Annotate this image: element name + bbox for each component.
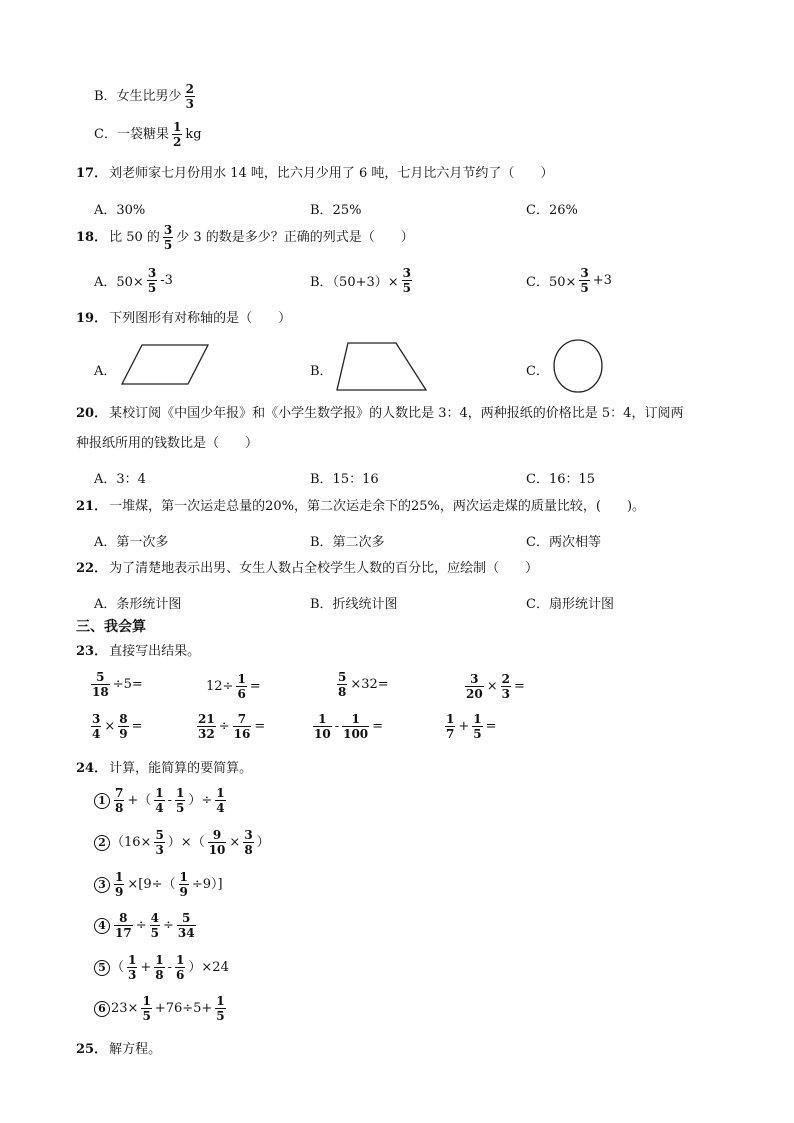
fraction: $\frac{3}{5}$ <box>147 266 157 295</box>
expr-23-3: $\frac{5}{8}$ ×32= <box>338 670 389 699</box>
fraction: $\frac{1}{2}$ <box>172 120 182 149</box>
circled-number: 4 <box>94 918 110 934</box>
expr-24-3: 3 $\frac{1}{9}$ ×[9÷（ $\frac{1}{9}$ ÷9）] <box>94 871 223 898</box>
option-b-q20[interactable]: B．15：16 <box>310 472 379 487</box>
fraction: $\frac{3}{5}$ <box>163 223 173 252</box>
option-b-q21[interactable]: B．第二次多 <box>310 535 385 550</box>
question-17: 17． 刘老师家七月份用水 14 吨，比六月少用了 6 吨，七月比六月节约了（ ） <box>76 166 554 181</box>
option-a-q19[interactable]: A． <box>94 364 117 379</box>
circled-number: 1 <box>94 793 110 809</box>
circled-number: 6 <box>94 1001 110 1017</box>
expr-24-5: 5 （ $\frac{1}{3}$ + $\frac{1}{8}$ - $\frac{1}{6}$ ）×24 <box>94 954 229 981</box>
option-a-q20[interactable]: A．3：4 <box>94 472 146 487</box>
option-a-q21[interactable]: A．第一次多 <box>94 535 169 550</box>
question-23: 23． 直接写出结果。 <box>76 644 201 659</box>
question-18: 18． 比 50 的 $\frac{3}{5}$ 少 3 的数是多少？正确的列式是（ ） <box>76 223 414 252</box>
expr-23-6: $\frac{21}{32}$ ÷ $\frac{7}{16}$ = <box>198 712 266 741</box>
option-c-q18[interactable]: C．50× $\frac{3}{5}$ +3 <box>526 266 612 295</box>
option-b-q22[interactable]: B．折线统计图 <box>310 597 398 612</box>
fraction: $\frac{2}{3}$ <box>185 82 194 111</box>
question-19: 19． 下列图形有对称轴的是（ ） <box>76 311 292 326</box>
fraction: $\frac{3}{5}$ <box>402 266 412 295</box>
option-c-q22[interactable]: C．扇形统计图 <box>526 597 614 612</box>
circle-shape <box>552 338 606 394</box>
expr-23-4: $\frac{3}{20}$ × $\frac{2}{3}$ = <box>466 672 525 701</box>
circled-number: 5 <box>94 960 110 976</box>
question-24: 24． 计算，能简算的要简算。 <box>76 761 253 776</box>
circled-number: 2 <box>94 835 110 851</box>
question-25: 25． 解方程。 <box>76 1042 162 1057</box>
option-a-q18[interactable]: A．50× $\frac{3}{5}$ -3 <box>94 266 173 295</box>
option-c-q17[interactable]: C．26% <box>526 203 578 218</box>
question-20-line1: 20． 某校订阅《中国少年报》和《小学生数学报》的人数比是 3：4，两种报纸的价格比是 5：4，订阅两 <box>76 406 684 421</box>
expr-23-8: $\frac{1}{7}$ + $\frac{1}{5}$ = <box>446 712 497 741</box>
circled-number: 3 <box>94 877 110 893</box>
expr-24-6: 6 23× $\frac{1}{5}$ +76÷5+ $\frac{1}{5}$ <box>94 995 229 1022</box>
option-b-q19[interactable]: B． <box>310 364 333 379</box>
trapezoid-shape <box>334 340 430 394</box>
fraction: $\frac{3}{5}$ <box>580 266 589 295</box>
option-c-q21[interactable]: C．两次相等 <box>526 535 601 550</box>
question-21: 21． 一堆煤，第一次运走总量的20%，第二次运走余下的25%，两次运走煤的质量比较，( )。 <box>76 499 646 514</box>
expr-23-5: $\frac{3}{4}$ × $\frac{8}{9}$ = <box>92 712 143 741</box>
option-a-q22[interactable]: A．条形统计图 <box>94 597 182 612</box>
option-b-q16: B．女生比男少 $\frac{2}{3}$ <box>94 82 194 111</box>
expr-23-2: 12÷ $\frac{1}{6}$ = <box>206 672 261 701</box>
option-c-q19[interactable]: C． <box>526 364 549 379</box>
expr-23-1: $\frac{5}{18}$ ÷5= <box>92 670 143 699</box>
option-c-q16: C．一袋糖果 $\frac{1}{2}$ kg <box>94 120 202 149</box>
expr-24-2: 2 （16× $\frac{5}{3}$ ）×（ $\frac{9}{10}$ × $\frac{3}{8}$ ） <box>94 829 270 856</box>
option-b-q17[interactable]: B．25% <box>310 203 362 218</box>
option-b-q18[interactable]: B．（50+3）× $\frac{3}{5}$ <box>310 266 412 295</box>
parallelogram-shape <box>120 342 212 388</box>
question-20-line2: 种报纸所用的钱数比是（ ） <box>76 436 259 451</box>
section-heading: 三、我会算 <box>76 619 146 635</box>
option-c-q20[interactable]: C．16：15 <box>526 472 596 487</box>
expr-24-4: 4 $\frac{8}{17}$ ÷ $\frac{4}{5}$ ÷ $\frac{5}{34}$ <box>94 912 199 939</box>
expr-24-1: 1 $\frac{7}{8}$ +（ $\frac{1}{4}$ - $\frac{1}{5}$ ）÷ $\frac{1}{4}$ <box>94 787 229 814</box>
option-a-q17[interactable]: A．30% <box>94 203 146 218</box>
question-22: 22． 为了清楚地表示出男、女生人数占全校学生人数的百分比，应绘制（ ） <box>76 561 539 576</box>
expr-23-7: $\frac{1}{10}$ - $\frac{1}{100}$ = <box>314 712 384 741</box>
